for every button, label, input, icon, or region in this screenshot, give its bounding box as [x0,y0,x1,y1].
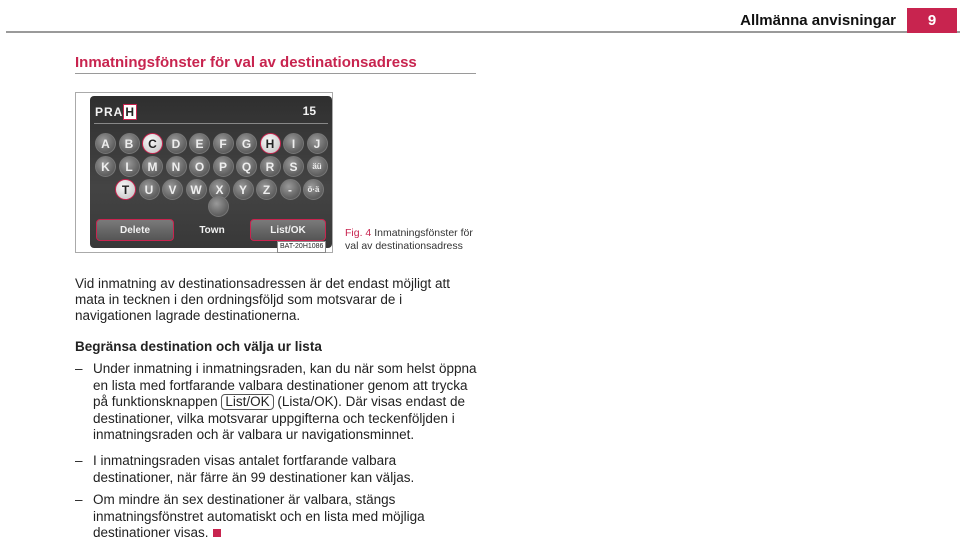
screen-separator [94,123,328,124]
key-u[interactable]: U [139,179,160,200]
key-g[interactable]: G [236,133,257,154]
key-z[interactable]: Z [256,179,277,200]
input-cursor: H [125,105,136,119]
header-rule [6,31,960,33]
item-text: (Lista/OK). Där visas endast de destinationer, vilka motsvarar uppgifterna och teckenföljden i inmatningsraden och är valbara ur navigationsminnet. [93,394,465,442]
figure-label: Fig. 4 [345,227,372,239]
key-v[interactable]: V [162,179,183,200]
key-h[interactable]: H [260,133,281,154]
item-text: Om mindre än sex destinationer är valbara, stängs inmatningsfönstret automatiskt och en lista med möjliga destinationer visas. [93,492,425,540]
blank-key[interactable] [208,196,229,217]
key-t[interactable]: T [115,179,136,200]
key-k[interactable]: K [95,156,116,177]
key-y[interactable]: Y [233,179,254,200]
key-n[interactable]: N [166,156,187,177]
town-softkey[interactable]: Town [199,224,225,236]
key-x[interactable]: X [209,179,230,200]
key-c[interactable]: C [142,133,163,154]
input-text: PRA [95,105,124,119]
figure-caption [345,227,485,253]
list-dash: – [75,492,83,507]
figure-code: BAT-20H1086 [277,241,326,253]
key-special-9[interactable]: äü [307,156,328,177]
key-b[interactable]: B [119,133,140,154]
intro-paragraph: Vid inmatning av destinationsadressen är det endast möjligt att mata in tecknen i den ordningsföljd som motsvarar de i navigationen lagrade destinationerna. [75,276,450,323]
key-l[interactable]: L [119,156,140,177]
key-i[interactable]: I [283,133,304,154]
key-m[interactable]: M [142,156,163,177]
key-w[interactable]: W [186,179,207,200]
list-item [75,361,480,444]
key-r[interactable]: R [260,156,281,177]
key-q[interactable]: Q [236,156,257,177]
input-line [95,104,137,120]
item-text: I inmatningsraden visas antalet fortfarande valbara destinationer, när färre än 99 destinationer kan väljas. [93,453,415,485]
key-o[interactable]: O [189,156,210,177]
list-item [75,492,480,542]
section-rule [75,73,476,74]
page-number: 9 [907,8,957,33]
listok-softkey[interactable]: List/OK [250,219,326,241]
softkey-bar [92,219,330,243]
key-e[interactable]: E [189,133,210,154]
key-f[interactable]: F [213,133,234,154]
delete-softkey[interactable]: Delete [96,219,174,241]
figure-frame [75,92,333,253]
item-text: Under inmatning i inmatningsraden, kan du när som helst öppna en lista med fortfarande valbara destinationer genom att trycka på funktionsknappen [93,361,477,409]
end-of-section-mark [213,529,221,537]
key-d[interactable]: D [166,133,187,154]
key-special-8[interactable]: ö·ä [303,179,324,200]
list-item [75,453,480,486]
subheading: Begränsa destination och välja ur lista [75,339,322,354]
running-header: Allmänna anvisningar [740,12,896,29]
list-dash: – [75,361,83,376]
listok-button-ref: List/OK [221,394,273,410]
key-a[interactable]: A [95,133,116,154]
destination-count: 15 [302,104,316,118]
list-dash: – [75,453,83,468]
navigation-screen [90,96,332,248]
figure-caption-text: Inmatningsfönster för val av destinationsadress [345,227,473,252]
section-title: Inmatningsfönster för val av destinationsadress [75,54,417,71]
key-dash[interactable]: - [280,179,301,200]
key-p[interactable]: P [213,156,234,177]
key-j[interactable]: J [307,133,328,154]
key-s[interactable]: S [283,156,304,177]
